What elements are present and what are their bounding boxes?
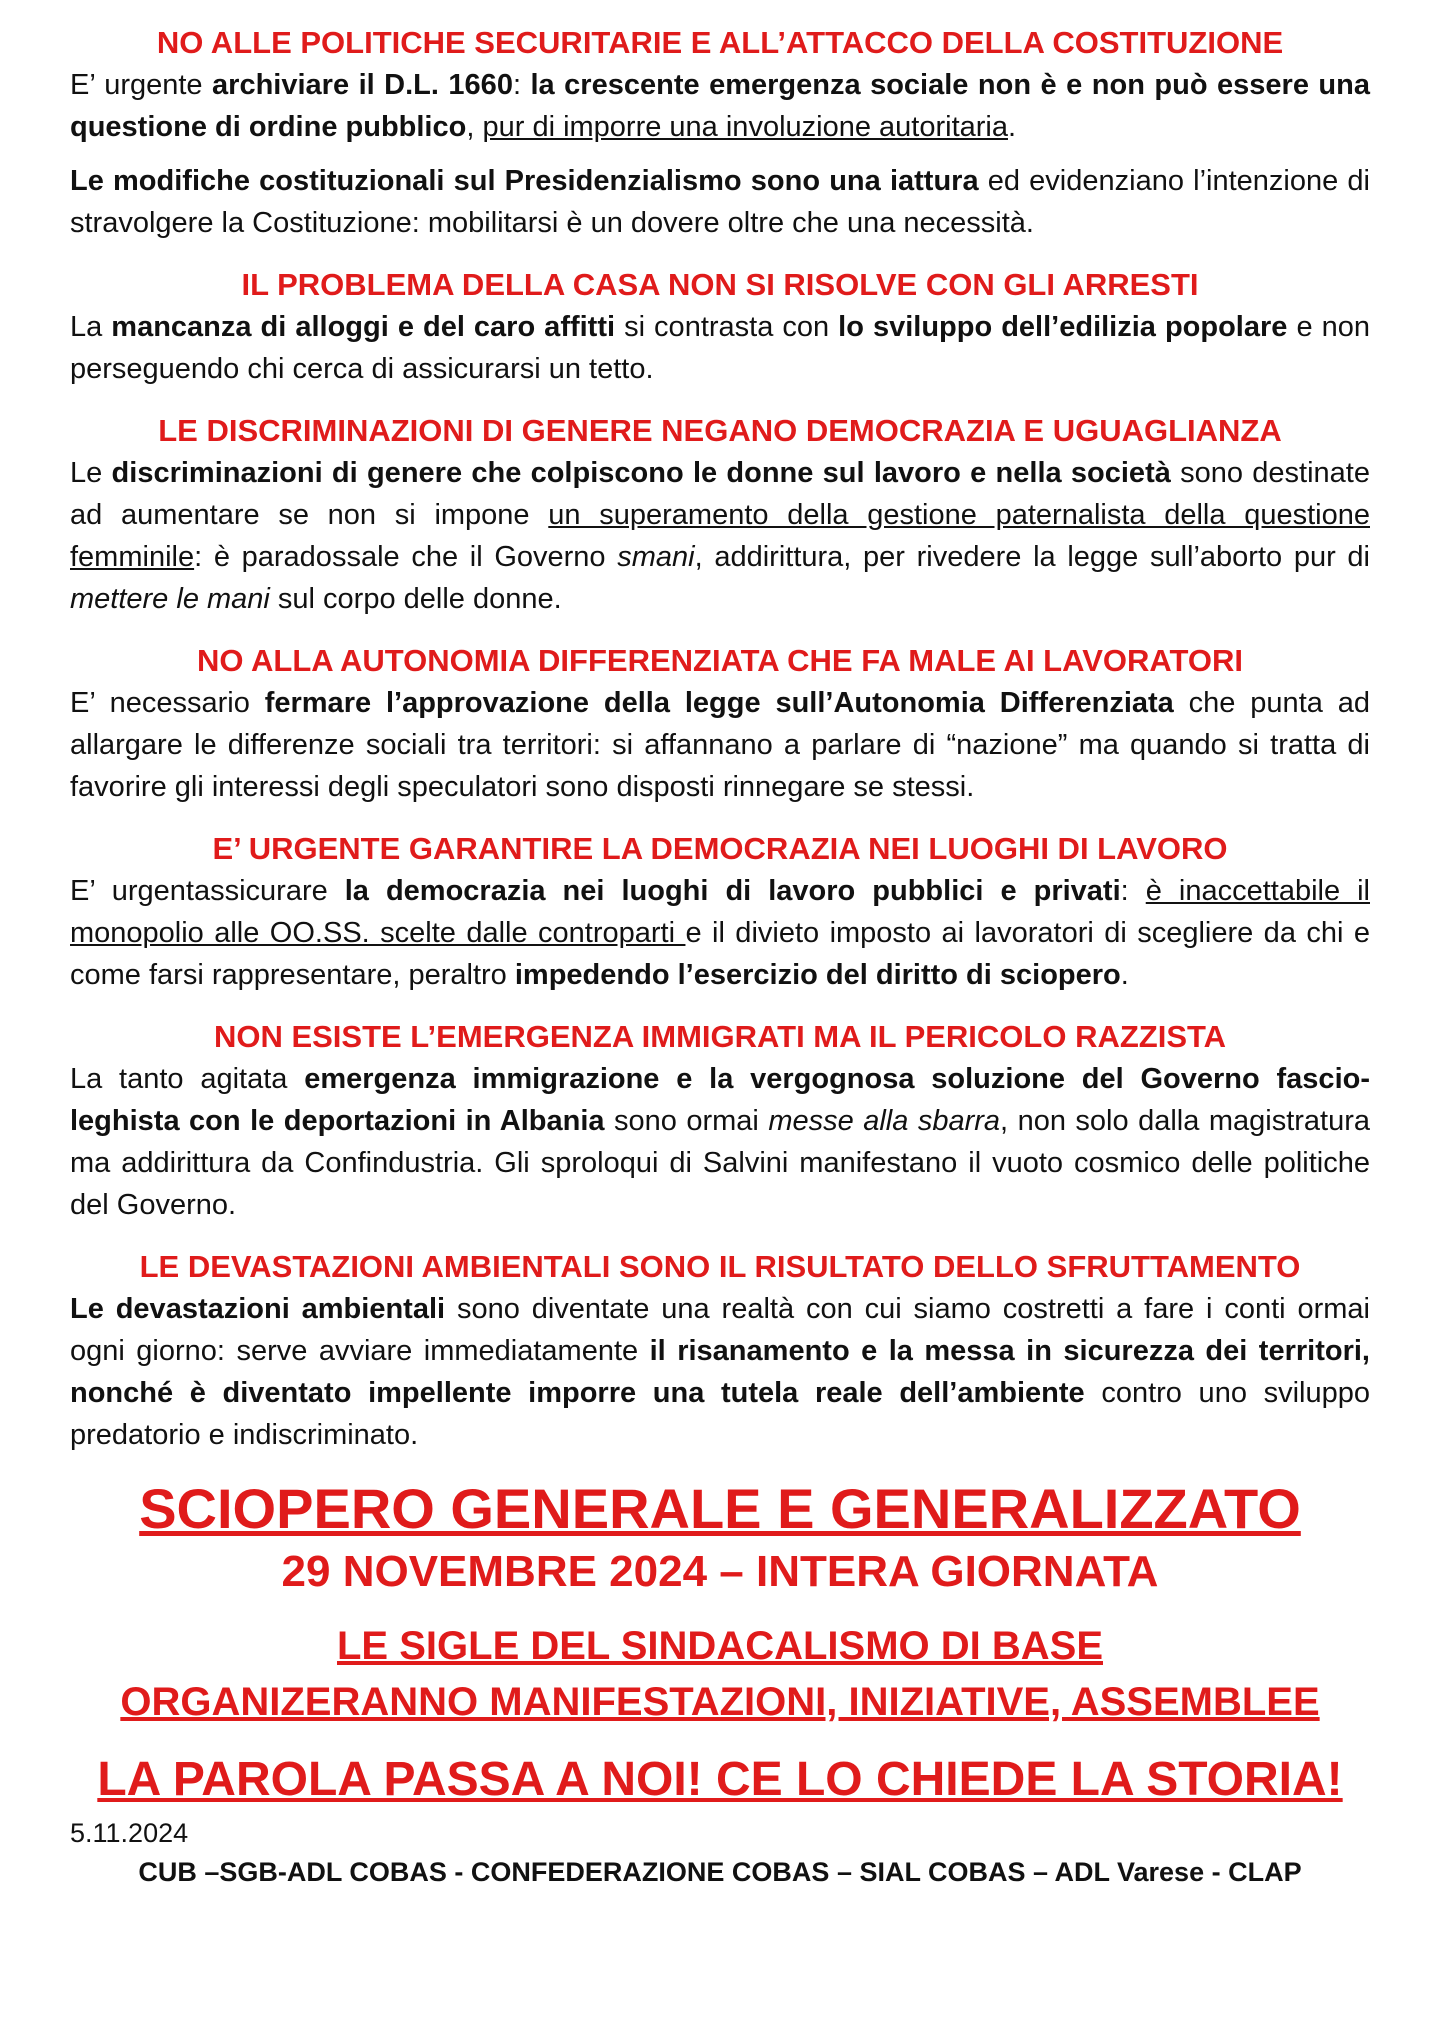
section-text: La tanto agitata emergenza immigrazione e la vergognosa soluzione del Governo fascio-leghista con le deportazioni in Albania sono ormai messe alla sbarra, non solo dalla magistratura ma addirittura da Confindustria. Gli sproloqui di Salvini manifestano il vuoto cosmico delle politiche del Governo. <box>70 1063 1371 1221</box>
section-title: NON ESISTE L’EMERGENZA IMMIGRATI MA IL PERICOLO RAZZISTA <box>213 1019 1227 1054</box>
document-date: 5.11.2024 <box>70 1818 189 1848</box>
strike-announcement <box>70 1476 1370 1812</box>
organizers-line-1: LE SIGLE DEL SINDACALISMO DI BASE <box>337 1624 1103 1668</box>
section-gender <box>70 410 1370 620</box>
section-title: LE DISCRIMINAZIONI DI GENERE NEGANO DEMOCRAZIA E UGUAGLIANZA <box>158 413 1282 448</box>
section-environment <box>70 1246 1370 1456</box>
section-text: E’ necessario fermare l’approvazione della legge sull’Autonomia Differenziata che punta ad allargare le differenze sociali tra territori: si affannano a parlare di “nazione” ma quando si tratta di favorire gli interessi degli speculatori sono disposti rinnegare se stessi. <box>70 687 1371 803</box>
section-title: NO ALLE POLITICHE SECURITARIE E ALL’ATTACCO DELLA COSTITUZIONE <box>156 25 1284 60</box>
section-title: E’ URGENTE GARANTIRE LA DEMOCRAZIA NEI LUOGHI DI LAVORO <box>212 831 1228 866</box>
section-immigration <box>70 1016 1370 1226</box>
strike-title: SCIOPERO GENERALE E GENERALIZZATO <box>139 1477 1301 1540</box>
signatories: CUB –SGB-ADL COBAS - CONFEDERAZIONE COBAS – SIAL COBAS – ADL Varese - CLAP <box>138 1857 1302 1887</box>
section-text: Le discriminazioni di genere che colpiscono le donne sul lavoro e nella società sono destinate ad aumentare se non si impone un superamento della gestione paternalista della questione femminile: è paradossale che il Governo smani, addirittura, per rivedere la legge sull’aborto pur di mettere le mani sul corpo delle donne. <box>70 457 1370 615</box>
section-text: E’ urgentassicurare la democrazia nei luoghi di lavoro pubblici e privati: è inaccettabile il monopolio alle OO.SS. scelte dalle controparti e il divieto imposto ai lavoratori di scegliere da chi e come farsi rappresentare, peraltro impedendo l’esercizio del diritto di sciopero. <box>70 875 1370 991</box>
strike-date: 29 NOVEMBRE 2024 – INTERA GIORNATA <box>281 1547 1159 1596</box>
section-text: La mancanza di alloggi e del caro affitti si contrasta con lo sviluppo dell’edilizia popolare e non perseguendo chi cerca di assicurarsi un tetto. <box>70 311 1370 385</box>
section-text: E’ urgente archiviare il D.L. 1660: la crescente emergenza sociale non è e non può essere una questione di ordine pubblico, pur di imporre una involuzione autoritaria. <box>70 69 1370 143</box>
section-text: Le modifiche costituzionali sul Presidenzialismo sono una iattura ed evidenziano l’intenzione di stravolgere la Costituzione: mobilitarsi è un dovere oltre che una necessità. <box>70 165 1370 239</box>
slogan: LA PAROLA PASSA A NOI! CE LO CHIEDE LA STORIA! <box>97 1753 1343 1806</box>
section-autonomy <box>70 640 1370 808</box>
section-workplace-democracy <box>70 828 1370 996</box>
section-title: IL PROBLEMA DELLA CASA NON SI RISOLVE CON GLI ARRESTI <box>241 267 1199 302</box>
section-security <box>70 22 1370 244</box>
section-text: Le devastazioni ambientali sono diventate una realtà con cui siamo costretti a fare i conti ormai ogni giorno: serve avviare immediatamente il risanamento e la messa in sicurezza dei territori, nonché è diventato impellente imporre una tutela reale dell’ambiente contro uno sviluppo predatorio e indiscriminato. <box>70 1293 1370 1451</box>
section-title: NO ALLA AUTONOMIA DIFFERENZIATA CHE FA MALE AI LAVORATORI <box>197 643 1243 678</box>
organizers-line-2: ORGANIZERANNO MANIFESTAZIONI, INIZIATIVE, ASSEMBLEE <box>120 1680 1320 1724</box>
section-housing <box>70 264 1370 390</box>
section-title: LE DEVASTAZIONI AMBIENTALI SONO IL RISULTATO DELLO SFRUTTAMENTO <box>139 1249 1301 1284</box>
